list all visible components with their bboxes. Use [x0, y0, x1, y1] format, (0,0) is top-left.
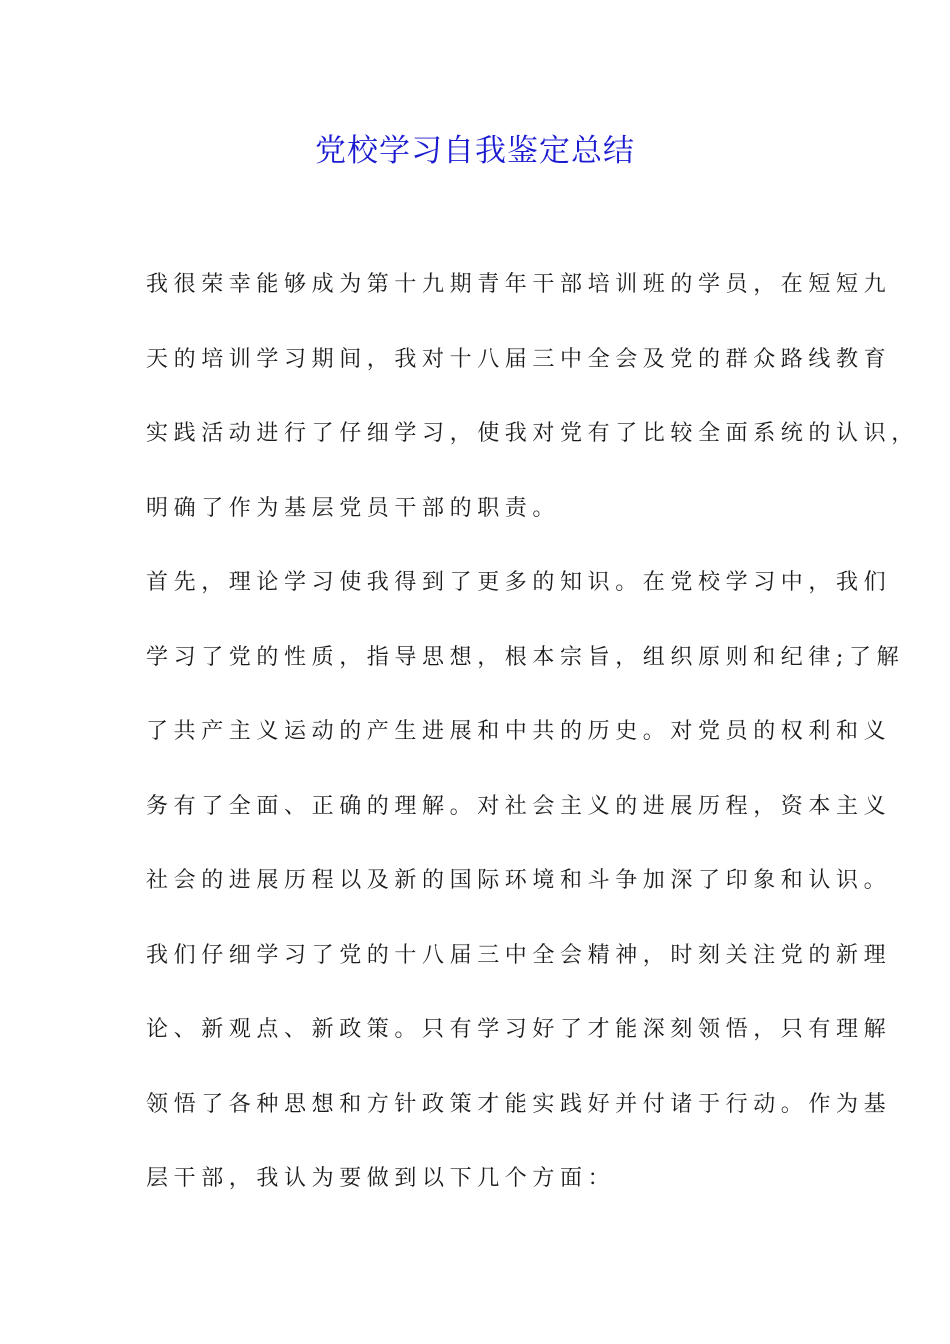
text-line: 首先，理论学习使我得到了更多的知识。在党校学习中，我们 — [146, 570, 892, 595]
text-line: 层干部，我认为要做到以下几个方面： — [146, 1166, 616, 1191]
document-body — [146, 263, 919, 1232]
text-line: 论、新观点、新政策。只有学习好了才能深刻领悟，只有理解 — [146, 1017, 892, 1042]
text-line: 我们仔细学习了党的十八届三中全会精神，时刻关注党的新理 — [146, 942, 892, 968]
text-line: 务有了全面、正确的理解。对社会主义的进展历程，资本主义 — [146, 793, 892, 819]
text-line: 社会的进展历程以及新的国际环境和斗争加深了印象和认识。 — [146, 868, 892, 893]
document-title: 党校学习自我鉴定总结 — [315, 133, 635, 169]
text-line: 领悟了各种思想和方针政策才能实践好并付诸于行动。作为基 — [146, 1091, 892, 1117]
text-line: 学习了党的性质，指导思想，根本宗旨，组织原则和纪律;了解 — [146, 644, 905, 670]
text-line: 我很荣幸能够成为第十九期青年干部培训班的学员，在短短九 — [146, 272, 892, 297]
text-line: 明确了作为基层党员干部的职责。 — [146, 495, 561, 521]
text-line: 实践活动进行了仔细学习，使我对党有了比较全面系统的认识， — [146, 421, 919, 446]
text-line: 了共产主义运动的产生进展和中共的历史。对党员的权利和义 — [146, 719, 892, 744]
text-line: 天的培训学习期间，我对十八届三中全会及党的群众路线教育 — [146, 346, 892, 372]
